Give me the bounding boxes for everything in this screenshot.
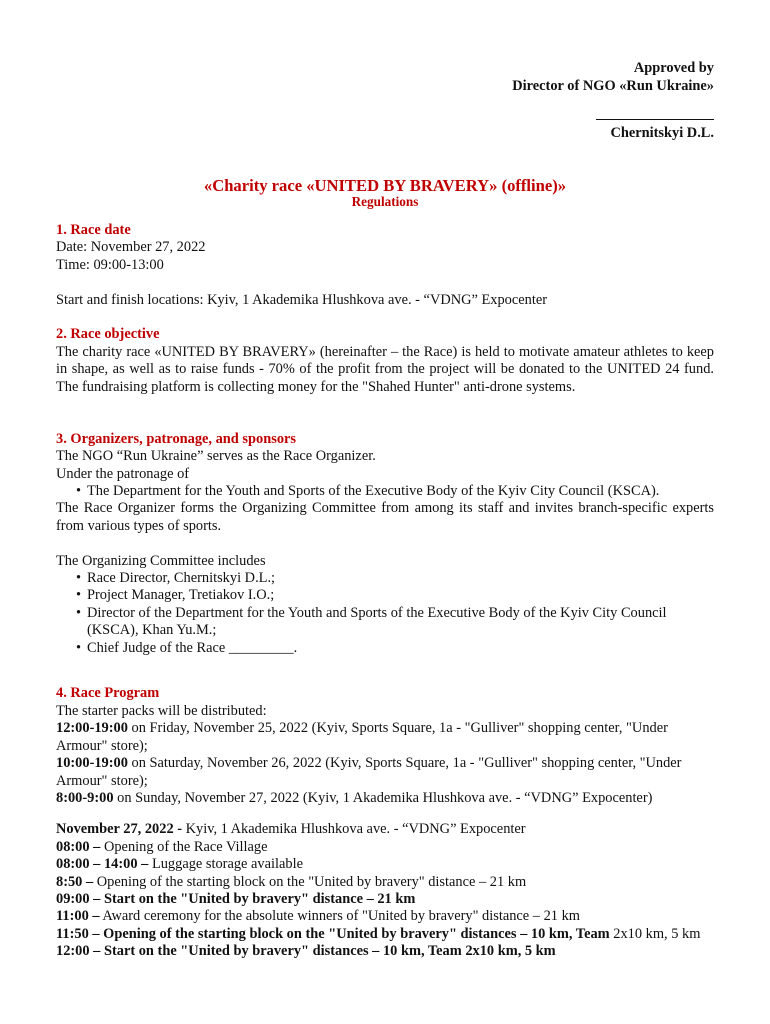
schedule-item: 12:00 – Start on the "United by bravery" distances – 10 km, Team 2x10 km, 5 km [56,943,556,960]
race-date-text: Date: November 27, 2022 [56,239,206,256]
organizer-text: The NGO “Run Ukraine” serves as the Race Organizer. [56,448,376,465]
pack-text: on Sunday, November 27, 2022 (Kyiv, 1 Akademika Hlushkova ave. - “VDNG” Expocenter) [113,789,653,806]
race-objective-text: The charity race «UNITED BY BRAVERY» (hereinafter – the Race) is held to motivate amateur athletes to keep in shape, as well as to raise funds - 70% of the profit from the project will be donated to the UNITED 24 fund. The fundraising platform is collecting money for the "Shahed Hunter" anti-drone systems. [56,343,714,395]
schedule-text: Luggage storage available [148,856,303,873]
schedule-item [56,874,714,891]
committee-intro: The Organizing Committee includes [56,552,266,569]
schedule-item [56,839,714,856]
pack-time: 10:00-19:00 [56,755,128,772]
schedule-time: 11:00 – [56,908,100,925]
patronage-list [56,483,714,500]
race-locations-text: Start and finish locations: Kyiv, 1 Akademika Hlushkova ave. - “VDNG” Expocenter [56,291,548,308]
schedule-text: Award ceremony for the absolute winners of "United by bravery" distance – 21 km [99,908,580,925]
starter-packs-intro: The starter packs will be distributed: [56,702,267,719]
schedule-time: 08:00 – 14:00 – [56,856,149,873]
section-heading-race-program: 4. Race Program [56,685,160,702]
list-item: • The Department for the Youth and Sports of the Executive Body of the Kyiv City Council (KSCA). [76,483,714,500]
schedule-item [56,856,714,873]
starter-pack-sunday [56,790,714,807]
list-item: • Director of the Department for the Youth and Sports of the Executive Body of the Kyiv City Council (KSCA), Khan Yu.M.; [76,605,714,640]
starter-pack-saturday [56,755,714,790]
signature-name: Chernitskyi D.L. [610,125,714,141]
approval-block [512,59,714,142]
pack-time: 12:00-19:00 [56,720,128,737]
race-day-place: Kyiv, 1 Akademika Hlushkova ave. - “VDNG” Expocenter [182,821,526,838]
schedule-item: 09:00 – Start on the "United by bravery" distance – 21 km [56,890,416,907]
race-day-line [56,821,714,838]
schedule-text: 2x10 km, 5 km [609,925,701,942]
schedule-time: 08:00 – [56,838,101,855]
director-line: Director of NGO «Run Ukraine» [512,78,714,94]
signature-line [596,108,714,120]
section-heading-race-date: 1. Race date [56,222,131,238]
approved-by-label: Approved by [633,60,714,76]
pack-time: 8:00-9:00 [56,789,114,806]
committee-text: The Race Organizer forms the Organizing Committee from among its staff and invites branch-specific experts from various types of sports. [56,500,714,534]
race-time-text: Time: 09:00-13:00 [56,256,164,273]
document-body [56,222,714,961]
schedule-text: Opening of the starting block on the "United by bravery" distance – 21 km [93,873,527,890]
committee-members-list [56,570,714,657]
list-item: • Chief Judge of the Race _________. [76,640,714,657]
document-subtitle: Regulations [351,194,419,209]
starter-pack-friday [56,720,714,755]
schedule-time: 11:50 – Opening of the starting block on the "United by bravery" distances – 10 km, Team [56,925,610,942]
pack-text: on Friday, November 25, 2022 (Kyiv, Sports Square, 1a - "Gulliver" shopping center, "Under Armour" store); [56,720,668,754]
schedule-item [56,926,714,943]
section-heading-race-objective: 2. Race objective [56,326,160,343]
list-item: • Project Manager, Tretiakov I.O.; [76,587,714,604]
list-item: • Race Director, Chernitskyi D.L.; [76,570,714,587]
schedule-text: Opening of the Race Village [100,838,268,855]
section-heading-organizers: 3. Organizers, patronage, and sponsors [56,430,296,447]
schedule-item [56,908,714,925]
race-day-date: November 27, 2022 - [56,821,183,838]
patronage-intro: Under the patronage of [56,465,190,482]
schedule-time: 8:50 – [56,873,94,890]
document-title: «Charity race «UNITED BY BRAVERY» (offline)» [203,176,567,195]
pack-text: on Saturday, November 26, 2022 (Kyiv, Sports Square, 1a - "Gulliver" shopping center, "Under Armour" store); [56,755,682,789]
